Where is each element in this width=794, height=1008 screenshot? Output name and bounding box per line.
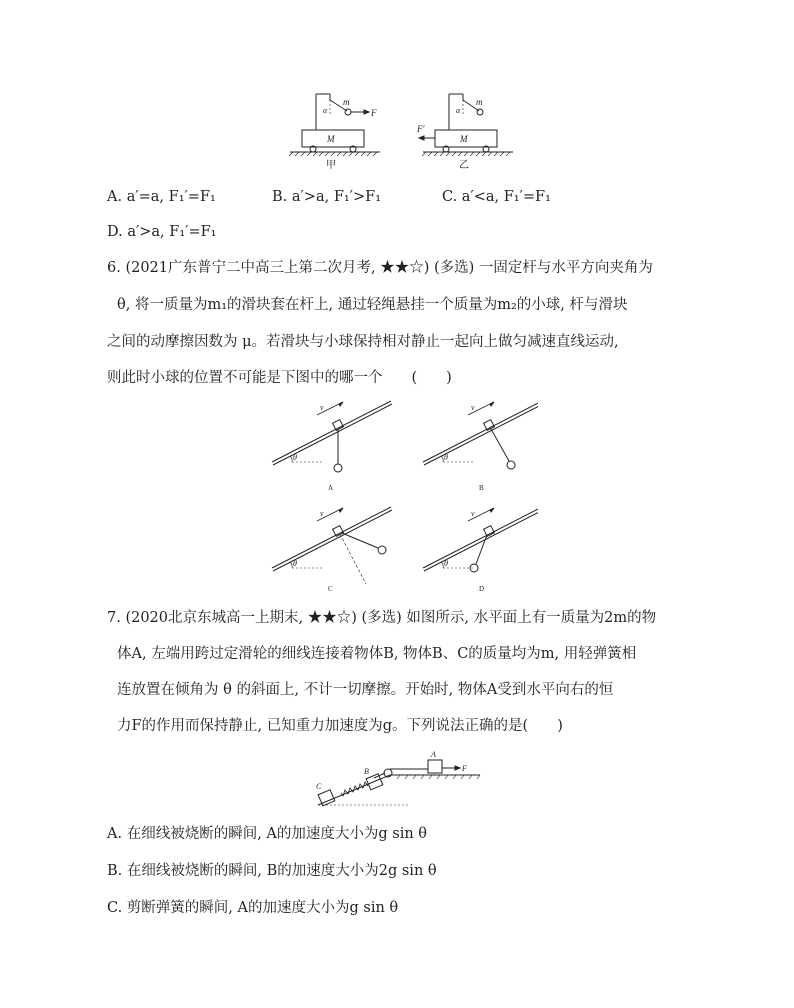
q6-line-2: θ, 将一质量为m₁的滑块套在杆上, 通过轻绳悬挂一个质量为m₂的小球, 杆与滑块 <box>117 297 628 313</box>
q7-label-b: B <box>364 767 369 776</box>
cart-diagram-jia <box>289 94 380 156</box>
q6-line-4: 则此时小球的位置不可能是下图中的哪一个 ( ) <box>107 370 452 386</box>
cart-jia-m-label: m <box>343 97 350 107</box>
q7-line-3: 连放置在倾角为 θ 的斜面上, 不计一切摩擦。开始时, 物体A受到水平向右的恒 <box>117 682 614 698</box>
q6-b-label: B <box>479 484 484 492</box>
cart-jia-caption: 甲 <box>326 160 336 170</box>
q6-a-theta-label: θ <box>293 453 297 462</box>
q7-line-1: 7. (2020北京东城高一上期末, ★★☆) (多选) 如图所示, 水平面上有一质量为2m的物 <box>107 610 657 626</box>
cart-jia-force-label: F <box>371 108 377 118</box>
q6-d-v-label: v <box>471 509 475 518</box>
q6-a-v-label: v <box>320 403 324 412</box>
cart-yi-caption: 乙 <box>459 160 469 170</box>
cart-yi-mass-label: M <box>460 134 468 144</box>
cart-jia-alpha-label: α <box>323 106 328 115</box>
q7-option-a: A. 在细线被烧断的瞬间, A的加速度大小为g sin θ <box>107 826 428 842</box>
q6-d-label: D <box>479 585 485 593</box>
q6-line-1: 6. (2021广东普宁二中高三上第二次月考, ★★☆) (多选) 一固定杆与水平方向夹角为 <box>107 260 653 276</box>
cart-jia-mass-label: M <box>327 134 335 144</box>
q5-option-a: A. a′=a, F₁′=F₁ <box>107 189 216 205</box>
q6-diagrams <box>268 398 538 598</box>
cart-figure <box>285 88 515 170</box>
cart-diagram-yi <box>419 94 513 156</box>
q6-c-label: C <box>328 585 333 593</box>
q7-line-2: 体A, 左端用跨过定滑轮的细线连接着物体B, 物体B、C的质量均为m, 用轻弹簧相 <box>117 646 637 662</box>
q6-c-v-label: v <box>320 509 324 518</box>
q7-label-a: A <box>431 750 436 759</box>
q6-diagram-d <box>423 507 538 572</box>
q5-option-c: C. a′<a, F₁′=F₁ <box>442 189 551 205</box>
cart-yi-force-label: F' <box>417 124 425 134</box>
q5-option-d: D. a′>a, F₁′=F₁ <box>107 224 217 240</box>
cart-yi-alpha-label: α <box>456 106 461 115</box>
q6-line-3: 之间的动摩擦因数为 μ。若滑块与小球保持相对静止一起向上做匀减速直线运动, <box>107 334 619 350</box>
q6-d-theta-label: θ <box>444 559 448 568</box>
q6-diagram-a <box>272 401 392 472</box>
q7-label-f: F <box>462 764 467 773</box>
q7-option-c: C. 剪断弹簧的瞬间, A的加速度大小为g sin θ <box>107 900 399 916</box>
q7-option-b: B. 在细线被烧断的瞬间, B的加速度大小为2g sin θ <box>107 863 437 879</box>
q6-diagram-c <box>272 507 392 584</box>
q6-diagram-b <box>423 401 538 469</box>
q5-option-b: B. a′>a, F₁′>F₁ <box>272 189 382 205</box>
q6-c-theta-label: θ <box>293 559 297 568</box>
cart-yi-m-label: m <box>476 97 483 107</box>
q7-line-4: 力F的作用而保持静止, 已知重力加速度为g。下列说法正确的是( ) <box>117 718 563 734</box>
q7-incline-figure <box>310 748 485 812</box>
q6-b-theta-label: θ <box>444 453 448 462</box>
q6-b-v-label: v <box>471 403 475 412</box>
q7-label-c: C <box>316 782 322 791</box>
q6-a-label: A <box>328 484 334 492</box>
